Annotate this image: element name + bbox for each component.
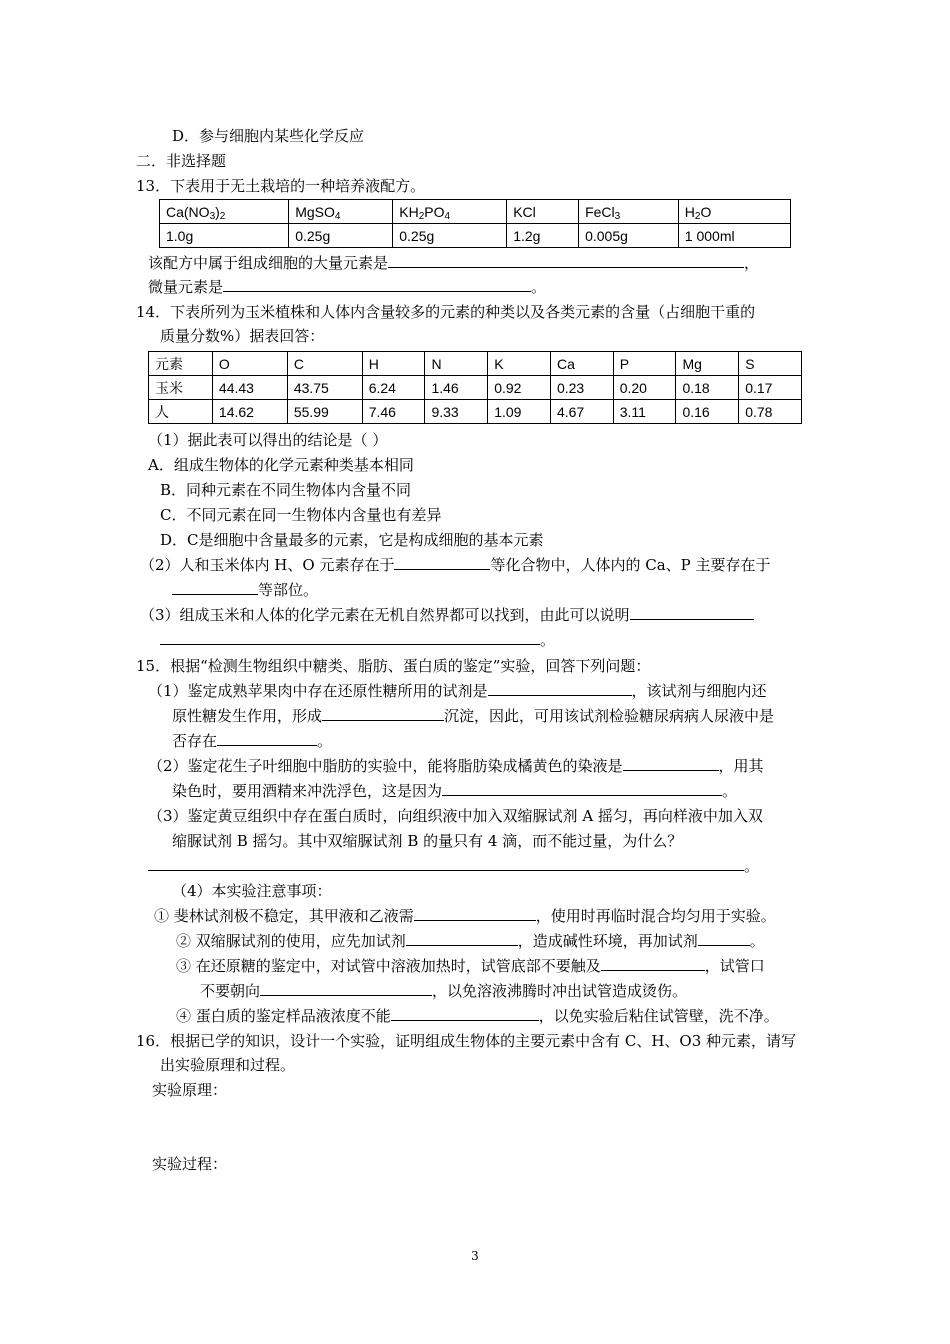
q16-stem-1: 16．根据已学的知识，设计一个实验，证明组成生物体的主要元素中含有 C、H、O3 种元素，请写: [136, 1032, 797, 1050]
answer-blank[interactable]: [601, 956, 705, 971]
answer-blank[interactable]: [388, 253, 744, 268]
answer-blank[interactable]: [623, 756, 719, 771]
answer-blank[interactable]: [260, 981, 432, 996]
q13-formula-table: [159, 199, 791, 248]
table-cell: 43.75: [287, 376, 362, 400]
answer-blank[interactable]: [394, 555, 490, 570]
table-cell: 1.09: [488, 400, 551, 424]
table-cell: 14.62: [212, 400, 287, 424]
q15-p2-cont: 染色时，要用酒精来冲洗浮色，这是因为 。: [172, 782, 738, 800]
table-cell: 0.78: [739, 400, 802, 424]
table-cell: 元素: [149, 352, 213, 376]
answer-blank[interactable]: [630, 605, 754, 620]
q14-sub1: （1）据此表可以得出的结论是（ ）: [148, 431, 388, 449]
table-cell: 0.92: [488, 376, 551, 400]
answer-blank[interactable]: [160, 630, 540, 645]
answer-blank[interactable]: [414, 906, 536, 921]
table-cell: 1.46: [425, 376, 488, 400]
q16-stem-2: 出实验原理和过程。: [160, 1056, 296, 1074]
answer-blank[interactable]: [148, 856, 744, 871]
q15-p2: （2）鉴定花生子叶细胞中脂肪的实验中，能将脂肪染成橘黄色的染液是 ，用其: [148, 757, 764, 775]
q14-sub2: （2）人和玉米体内 H、O 元素存在于 等化合物中，人体内的 Ca、P 主要存在于: [140, 556, 771, 574]
answer-blank[interactable]: [217, 731, 317, 746]
table-row: [149, 400, 802, 424]
table-cell: MgSO$_4$: [289, 200, 393, 224]
q14-sub2-cont: 等部位。: [172, 580, 318, 600]
q15-stem: 15．根据“检测生物组织中糖类、脂肪、蛋白质的鉴定”实验，回答下列问题：: [136, 657, 651, 675]
q13-stem: 13．下表用于无土栽培的一种培养液配方。: [136, 177, 426, 195]
answer-blank[interactable]: [223, 277, 531, 292]
q15-p4: （4）本实验注意事项：: [172, 882, 332, 900]
q15-p3-cont: 缩脲试剂 B 摇匀。其中双缩脲试剂 B 的量只有 4 滴，而不能过量，为什么？: [172, 832, 683, 850]
table-cell: 55.99: [287, 400, 362, 424]
q13-line2: 微量元素是 。: [148, 278, 547, 296]
q15-note4: ④ 蛋白质的鉴定样品液浓度不能 ，以免实验后粘住试管壁，洗不净。: [176, 1007, 779, 1025]
table-cell: Ca: [550, 352, 613, 376]
table-row: [149, 352, 802, 376]
table-cell: 0.25g: [289, 224, 393, 248]
q14-option-a: A．组成生物体的化学元素种类基本相同: [148, 456, 414, 474]
q15-note1: ① 斐林试剂极不稳定，其甲液和乙液需 ，使用时再临时混合均匀用于实验。: [154, 907, 776, 925]
q14-stem-2: 质量分数%）据表回答：: [160, 327, 325, 345]
q15-note3: ③ 在还原糖的鉴定中，对试管中溶液加热时，试管底部不要触及 ，试管口: [176, 957, 765, 975]
answer-blank[interactable]: [698, 931, 750, 946]
table-cell: 玉米: [149, 376, 213, 400]
table-cell: 0.005g: [579, 224, 679, 248]
table-cell: P: [613, 352, 676, 376]
table-cell: 7.46: [362, 400, 425, 424]
q14-option-c: C．不同元素在同一生物体内含量也有差异: [160, 506, 442, 524]
answer-blank[interactable]: [406, 931, 518, 946]
q16-process: 实验过程：: [152, 1155, 228, 1173]
q14-option-b: B．同种元素在不同生物体内含量不同: [160, 481, 412, 499]
q12-option-d: D．参与细胞内某些化学反应: [172, 127, 365, 145]
table-row: [160, 200, 791, 224]
table-cell: 0.20: [613, 376, 676, 400]
q16-principle: 实验原理：: [152, 1081, 228, 1099]
page-number: 3: [471, 1249, 479, 1263]
q15-p3: （3）鉴定黄豆组织中存在蛋白质时，向组织液中加入双缩脲试剂 A 摇匀，再向样液中加入双: [148, 807, 763, 825]
table-cell: 9.33: [425, 400, 488, 424]
table-cell: 0.17: [739, 376, 802, 400]
table-cell: 0.23: [550, 376, 613, 400]
q15-p3-answer: 。: [148, 856, 759, 876]
table-cell: 0.25g: [393, 224, 507, 248]
q14-option-d: D．C是细胞中含量最多的元素，它是构成细胞的基本元素: [160, 531, 544, 549]
table-cell: KCl: [507, 200, 579, 224]
table-cell: 1.2g: [507, 224, 579, 248]
table-row: [149, 376, 802, 400]
q15-note3-cont: 不要朝向 ，以免溶液沸腾时冲出试管造成烫伤。: [200, 982, 688, 1000]
table-cell: 0.16: [676, 400, 739, 424]
table-cell: 1 000ml: [678, 224, 790, 248]
table-cell: 44.43: [212, 376, 287, 400]
table-cell: 0.18: [676, 376, 739, 400]
q15-p1-cont: 原性糖发生作用，形成 沉淀，因此，可用该试剂检验糖尿病病人尿液中是: [172, 707, 775, 725]
table-cell: N: [425, 352, 488, 376]
q15-p1: （1）鉴定成熟苹果肉中存在还原性糖所用的试剂是 ，该试剂与细胞内还: [148, 682, 767, 700]
table-cell: C: [287, 352, 362, 376]
q14-element-table: [148, 351, 802, 424]
table-cell: 4.67: [550, 400, 613, 424]
answer-blank[interactable]: [442, 781, 722, 796]
q15-p1-cont2: 否存在 。: [172, 732, 333, 750]
section-title: 二．非选择题: [136, 152, 227, 170]
table-cell: S: [739, 352, 802, 376]
q15-note2: ② 双缩脲试剂的使用，应先加试剂 ，造成碱性环境，再加试剂 。: [176, 932, 765, 950]
answer-blank[interactable]: [172, 580, 258, 595]
table-cell: 人: [149, 400, 213, 424]
table-cell: H: [362, 352, 425, 376]
table-row: [160, 224, 791, 248]
table-cell: $Ca(NO_3)_2$: [160, 200, 289, 224]
table-cell: K: [488, 352, 551, 376]
q14-sub3: （3）组成玉米和人体的化学元素在无机自然界都可以找到，由此可以说明: [140, 605, 754, 625]
table-cell: 1.0g: [160, 224, 289, 248]
table-cell: FeCl$_3$: [579, 200, 679, 224]
answer-blank[interactable]: [488, 681, 632, 696]
table-cell: $H_2O$: [678, 200, 790, 224]
q14-sub3-cont: 。: [160, 630, 555, 650]
table-cell: O: [212, 352, 287, 376]
table-cell: 3.11: [613, 400, 676, 424]
table-cell: 6.24: [362, 376, 425, 400]
answer-blank[interactable]: [322, 706, 444, 721]
table-cell: Mg: [676, 352, 739, 376]
table-cell: $KH_2PO_4$: [393, 200, 507, 224]
answer-blank[interactable]: [391, 1006, 539, 1021]
q14-stem-1: 14．下表所列为玉米植株和人体内含量较多的元素的种类以及各类元素的含量（占细胞干重的: [136, 303, 756, 321]
q13-line1: 该配方中属于组成细胞的大量元素是 ，: [148, 254, 760, 272]
